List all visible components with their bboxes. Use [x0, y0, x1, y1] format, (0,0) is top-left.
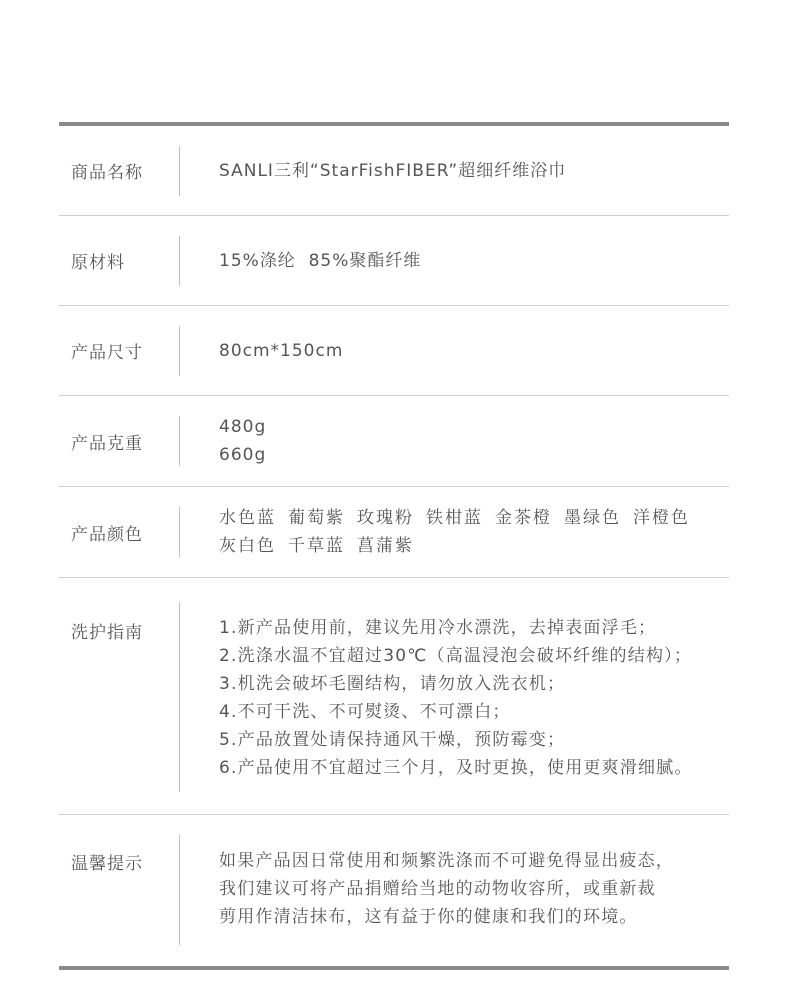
care-step: 4.不可干洗、不可熨烫、不可漂白； — [219, 702, 511, 722]
row-weight — [59, 396, 729, 487]
label-weight: 产品克重 — [71, 433, 143, 454]
product-spec-table — [59, 122, 729, 970]
column-separator — [179, 326, 180, 376]
column-separator — [179, 602, 180, 792]
column-separator — [179, 835, 180, 945]
row-colors — [59, 487, 729, 578]
colors-line-2 — [219, 532, 717, 560]
color-option: 灰白色 — [219, 536, 276, 556]
tip-line: 我们建议可将产品捐赠给当地的动物收容所，或重新裁 — [219, 879, 656, 899]
value-tips — [219, 835, 729, 931]
value-colors — [219, 504, 729, 560]
row-size — [59, 306, 729, 396]
tip-line: 剪用作清洁抹布，这有益于你的健康和我们的环境。 — [219, 907, 638, 927]
value-weight — [219, 413, 729, 469]
color-option: 水色蓝 — [219, 508, 276, 528]
label-size: 产品尺寸 — [71, 343, 143, 363]
value-product-name: SANLI三利“StarFishFIBER”超细纤维浴巾 — [219, 160, 567, 181]
label-material: 原材料 — [71, 253, 125, 273]
weight-option: 660g — [219, 445, 267, 465]
colors-line-1 — [219, 504, 717, 532]
value-material: 15%涤纶 85%聚酯纤维 — [219, 250, 422, 271]
row-material — [59, 216, 729, 306]
row-product-name — [59, 126, 729, 216]
value-care-guide — [219, 602, 729, 782]
label-product-name: 商品名称 — [71, 163, 143, 183]
row-tips — [59, 815, 729, 966]
color-option: 墨绿色 — [564, 508, 621, 528]
row-care-guide — [59, 578, 729, 815]
care-step: 3.机洗会破坏毛圈结构，请勿放入洗衣机； — [219, 674, 566, 694]
label-colors: 产品颜色 — [71, 524, 143, 545]
column-separator — [179, 416, 180, 466]
care-step: 5.产品放置处请保持通风干燥，预防霉变； — [219, 730, 566, 750]
column-separator — [179, 146, 180, 196]
color-option: 玫瑰粉 — [357, 508, 414, 528]
care-step: 6.产品使用不宜超过三个月，及时更换，使用更爽滑细腻。 — [219, 758, 693, 778]
column-separator — [179, 507, 180, 557]
label-care-guide: 洗护指南 — [71, 623, 143, 643]
color-option: 洋橙色 — [633, 508, 690, 528]
color-option: 千草蓝 — [288, 536, 345, 556]
color-option: 葡萄紫 — [288, 508, 345, 528]
weight-option: 480g — [219, 417, 267, 437]
value-size: 80cm*150cm — [219, 340, 344, 361]
color-option: 菖蒲紫 — [357, 536, 414, 556]
color-option: 铁柑蓝 — [426, 508, 483, 528]
bottom-rule — [59, 966, 729, 970]
care-step: 1.新产品使用前，建议先用冷水漂洗，去掉表面浮毛； — [219, 618, 657, 638]
column-separator — [179, 236, 180, 286]
label-tips: 温馨提示 — [71, 854, 143, 874]
color-option: 金茶橙 — [495, 508, 552, 528]
tip-line: 如果产品因日常使用和频繁洗涤而不可避免得显出疲态， — [219, 851, 674, 871]
care-step: 2.洗涤水温不宜超过30℃（高温浸泡会破坏纤维的结构）； — [219, 646, 693, 666]
